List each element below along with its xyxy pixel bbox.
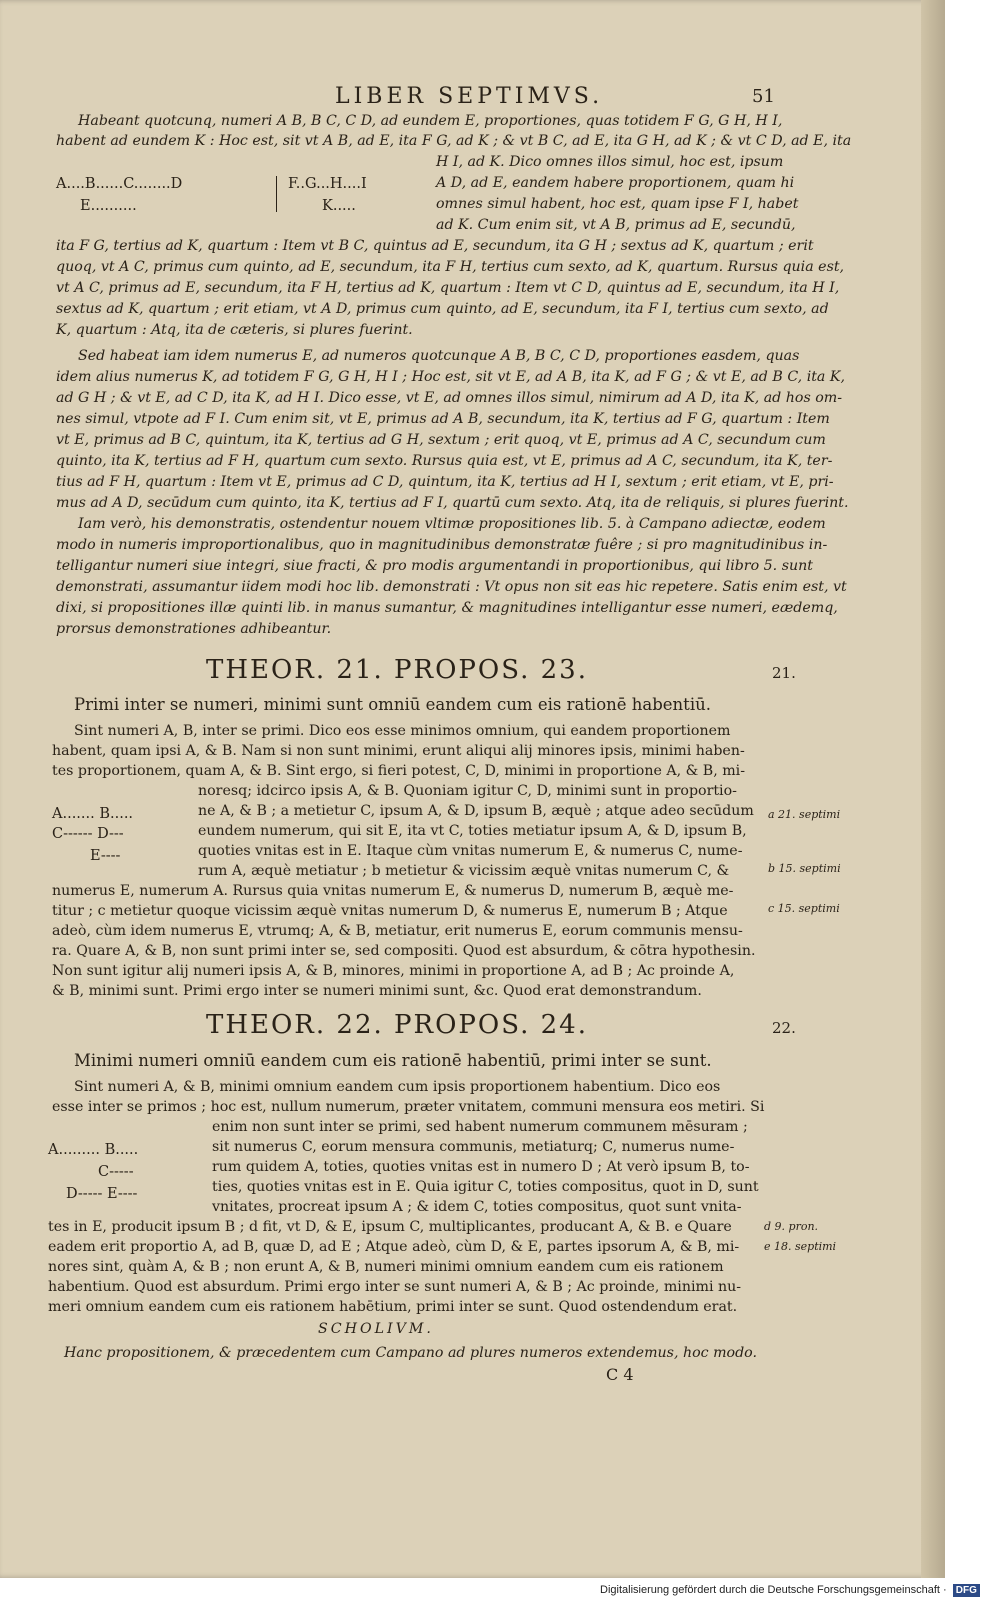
- text-line: ties, quoties vnitas est in E. Quia igitur C, toties compositus, quot in D, sunt: [212, 1179, 759, 1195]
- text-line: & B, minimi sunt. Primi ergo inter se numeri minimi sunt, &c. Quod erat demonstrandum.: [52, 983, 702, 999]
- text-line: noresq; idcirco ipsis A, & B. Quoniam igitur C, D, minimi sunt in proportio-: [198, 783, 737, 799]
- text-line: quoties vnitas est in E. Itaque cùm vnitas numerum E, & numerus C, nume-: [198, 843, 743, 859]
- figure-line: C-----: [98, 1164, 134, 1180]
- text-line: Non sunt igitur alij numeri ipsis A, & B, minores, minimi in proportione A, ad B ; Ac proinde A,: [52, 963, 735, 979]
- catchword: C 4: [606, 1365, 634, 1384]
- figure-line: E----: [90, 848, 121, 864]
- folio-number: 51: [752, 86, 775, 107]
- text-line: dixi, si propositiones illæ quinti lib. in manus sumantur, & magnitudines intelligantur esse numeri, eædemq,: [56, 600, 838, 616]
- theorem-heading: THEOR. 22. PROPOS. 24.: [206, 1010, 588, 1040]
- text-line: mus ad A D, secūdum cum quinto, ita K, tertius ad F I, quartū cum sexto. Atq, ita de reliquis, si plures fuerint.: [56, 495, 849, 511]
- text-line: Sint numeri A, & B, minimi omnium eandem cum ipsis proportionem habentium. Dico eos: [74, 1079, 721, 1095]
- margin-note: d 9. pron.: [764, 1220, 819, 1233]
- figure-line: E..........: [80, 198, 137, 214]
- text-line: nes simul, vtpote ad F I. Cum enim sit, vt E, primus ad A B, secundum, ita K, tertius ad F G, quartum : Item: [56, 411, 830, 427]
- text-line: habent, quam ipsi A, & B. Nam si non sunt minimi, erunt aliqui alij minores ipsis, minimi haben-: [52, 743, 745, 759]
- text-line: omnes simul habent, hoc est, quam ipse F I, habet: [436, 196, 799, 212]
- text-line: ra. Quare A, & B, non sunt primi inter se, sed compositi. Quod est absurdum, & cōtra hypothesin.: [52, 943, 756, 959]
- text-line: enim non sunt inter se primi, sed habent numerum communem mēsuram ;: [212, 1119, 748, 1135]
- text-line: modo in numeris improportionalibus, quo in magnitudinibus demonstratæ fuêre ; si pro magnitudinibus in-: [56, 537, 828, 553]
- text-line: ad G H ; & vt E, ad C D, ita K, ad H I. Dico esse, vt E, ad omnes illos simul, nimirum ad A D, ita K, ad hos om-: [56, 390, 843, 406]
- figure-line: A....B......C........D: [56, 176, 183, 192]
- text-line: titur ; c metietur quoque vicissim æquè vnitas numerum D, & numerus E, numerum B ; Atque: [52, 903, 728, 919]
- margin-number: 21.: [772, 664, 796, 682]
- enunciation: Primi inter se numeri, minimi sunt omniū eandem cum eis rationē habentiū.: [74, 695, 711, 714]
- text-line: nores sint, quàm A, & B ; non erunt A, & B, numeri minimi omnium eandem cum eis rationem: [48, 1259, 724, 1275]
- figure-line: D----- E----: [66, 1186, 138, 1202]
- text-line: rum quidem A, toties, quoties vnitas est in numero D ; At verò ipsum B, to-: [212, 1159, 750, 1175]
- figure-line: F..G...H....I: [288, 176, 367, 192]
- text-line: adeò, cùm idem numerus E, vtrumq; A, & B, metiatur, erit numerus E, eorum communis mensu-: [52, 923, 743, 939]
- text-line: tes proportionem, quam A, & B. Sint ergo, si fieri potest, C, D, minimi in proportione A, & B, mi-: [52, 763, 746, 779]
- figure-line: C------ D---: [52, 826, 124, 842]
- digitization-credit: [600, 1584, 980, 1597]
- text-line: quoq, vt A C, primus cum quinto, ad E, secundum, ita F H, tertius cum sexto, ad K, quartum. Rursus quia est,: [56, 259, 845, 275]
- text-line: vt A C, primus ad E, secundum, ita F H, tertius ad K, quartum : Item vt C D, quintus ad E, secundum, ita H I,: [56, 280, 840, 296]
- text-line: ne A, & B ; a metietur C, ipsum A, & D, ipsum B, æquè ; atque adeo secūdum: [198, 803, 754, 819]
- text-line: habent ad eundem K : Hoc est, sit vt A B, ad E, ita F G, ad K ; & vt B C, ad E, ita G H, ad K ; & vt C D, ad E, ita: [56, 133, 852, 149]
- text-line: Sed habeat iam idem numerus E, ad numeros quotcunque A B, B C, C D, proportiones easdem, quas: [78, 348, 800, 364]
- text-line: demonstrati, assumantur iidem modi hoc lib. demonstrati : Vt opus non sit eas hic repetere. Satis enim est, vt: [56, 579, 847, 595]
- figure-line: A....... B.....: [52, 806, 134, 822]
- margin-note: c 15. septimi: [768, 902, 840, 915]
- figure-line: A......... B.....: [48, 1142, 139, 1158]
- text-line: ad K. Cum enim sit, vt A B, primus ad E, secundū,: [436, 217, 796, 233]
- text-line: tes in E, producit ipsum B ; d fit, vt D, & E, ipsum C, multiplicantes, producant A, & B. e Quare: [48, 1219, 732, 1235]
- dfg-logo: DFG: [953, 1584, 980, 1597]
- scholium-text: Hanc propositionem, & præcedentem cum Campano ad plures numeros extendemus, hoc modo.: [64, 1345, 757, 1361]
- page-header: [0, 84, 945, 114]
- text-line: Habeant quotcunq, numeri A B, B C, C D, ad eundem E, proportiones, quas totidem F G, G H, H I,: [78, 113, 783, 129]
- text-line: eadem erit proportio A, ad B, quæ D, ad E ; Atque adeò, cùm D, & E, partes ipsorum A, & B, mi-: [48, 1239, 740, 1255]
- text-line: Iam verò, his demonstratis, ostendentur nouem vltimæ propositiones lib. 5. à Campano adiectæ, eodem: [78, 516, 826, 532]
- text-line: meri omnium eandem cum eis rationem habētium, primi inter se sunt. Quod ostendendum erat.: [48, 1299, 738, 1315]
- margin-number: 22.: [772, 1019, 796, 1037]
- text-line: vt E, primus ad B C, quintum, ita K, tertius ad G H, sextum ; erit quoq, vt E, primus ad A C, secundum cum: [56, 432, 826, 448]
- text-line: habentium. Quod est absurdum. Primi ergo inter se sunt numeri A, & B ; Ac proinde, minimi nu-: [48, 1279, 742, 1295]
- text-line: esse inter se primos ; hoc est, nullum numerum, præter vnitatem, communi mensura eos metiri. Si: [52, 1099, 765, 1115]
- margin-note: e 18. septimi: [764, 1240, 837, 1253]
- text-line: Sint numeri A, B, inter se primi. Dico eos esse minimos omnium, qui eandem proportionem: [74, 723, 731, 739]
- text-line: telligantur numeri siue integri, siue fracti, & pro modis argumentandi in proportionibus, qui libro 5. sunt: [56, 558, 813, 574]
- credit-text: Digitalisierung gefördert durch die Deutsche Forschungsgemeinschaft ·: [600, 1584, 947, 1596]
- text-line: vnitates, procreat ipsum A ; & idem C, toties compositus, quot sunt vnita-: [212, 1199, 742, 1215]
- text-line: prorsus demonstrationes adhibeantur.: [56, 621, 332, 637]
- text-line: idem alius numerus K, ad totidem F G, G H, H I ; Hoc est, sit vt E, ad A B, ita K, ad F G ; & vt E, ad B C, ita K,: [56, 369, 846, 385]
- text-line: tius ad F H, quartum : Item vt E, primus ad C D, quintum, ita K, tertius ad H I, sextum ; erit etiam, vt E, pri-: [56, 474, 834, 490]
- text-line: sit numerus C, eorum mensura communis, metiaturq; C, numerus nume-: [212, 1139, 735, 1155]
- text-line: ita F G, tertius ad K, quartum : Item vt B C, quintus ad E, secundum, ita G H ; sextus ad K, quartum ; erit: [56, 238, 814, 254]
- figure-divider: [276, 176, 277, 212]
- text-line: numerus E, numerum A. Rursus quia vnitas numerum E, & numerus D, numerum B, æquè me-: [52, 883, 734, 899]
- text-line: quinto, ita K, tertius ad F H, quartum cum sexto. Rursus quia est, vt E, primus ad A C, secundum, ita K, ter-: [56, 453, 833, 469]
- text-line: rum A, æquè metiatur ; b metietur & vicissim æquè vnitas numerum C, &: [198, 863, 730, 879]
- text-line: sextus ad K, quartum ; erit etiam, vt A D, primus cum quinto, ad E, secundum, ita F I, tertius cum sexto, ad: [56, 301, 829, 317]
- figure-line: K.....: [322, 198, 356, 214]
- scholium-title: SCHOLIVM.: [318, 1321, 434, 1337]
- text-line: A D, ad E, eandem habere proportionem, quam hi: [436, 175, 795, 191]
- margin-note: a 21. septimi: [768, 808, 841, 821]
- enunciation: Minimi numeri omniū eandem cum eis rationē habentiū, primi inter se sunt.: [74, 1051, 712, 1070]
- running-title: LIBER SEPTIMVS.: [335, 84, 604, 109]
- margin-note: b 15. septimi: [768, 862, 841, 875]
- text-line: K, quartum : Atq, ita de cæteris, si plures fuerint.: [56, 322, 413, 338]
- text-line: eundem numerum, qui sit E, ita vt C, toties metiatur ipsum A, & D, ipsum B,: [198, 823, 747, 839]
- theorem-heading: THEOR. 21. PROPOS. 23.: [206, 655, 588, 685]
- text-line: H I, ad K. Dico omnes illos simul, hoc est, ipsum: [436, 154, 784, 170]
